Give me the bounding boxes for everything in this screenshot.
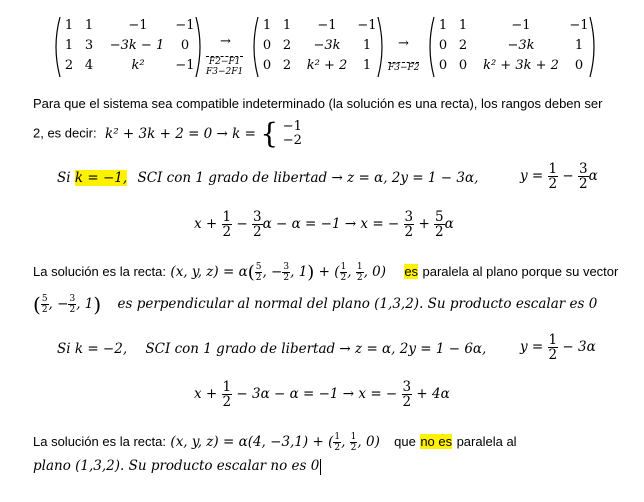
- matrix-cell: k² + 3k + 2: [483, 58, 559, 73]
- matrix-cell: 2: [64, 58, 74, 73]
- matrix-cell: 1: [64, 18, 74, 33]
- matrix-cell: 1: [362, 38, 372, 53]
- text-cursor: [320, 459, 321, 475]
- highlight: es: [404, 264, 419, 279]
- matrix-cell: −1: [357, 18, 377, 33]
- text: 2, es decir:: [33, 125, 97, 141]
- matrix-cell: 0: [574, 58, 584, 73]
- matrix-cell: 2: [458, 38, 468, 53]
- matrix-cell: 0: [262, 38, 272, 53]
- case-b-line: Si k = −2, SCI con 1 grado de libertad → z = α, 2y = 1 − 6α,: [57, 341, 487, 357]
- matrix-cell: 4: [84, 58, 94, 73]
- matrix-cell: 2: [282, 38, 292, 53]
- matrix-cell: 2: [282, 58, 292, 73]
- case-a-x: x + $\frac{1}{2}$ − $\frac{3}{2}$ α − α = −1 → x = − $\frac{3}{2}$ + $\frac{5}{2}$ α: [194, 209, 454, 240]
- matrix-cell: −1: [128, 18, 148, 33]
- matrix-cell: 0: [262, 58, 272, 73]
- matrix-1: [52, 16, 202, 78]
- matrix-cell: 1: [458, 18, 468, 33]
- matrix-cell: 0: [438, 38, 448, 53]
- left-paren: [250, 16, 260, 78]
- left-paren: [52, 16, 62, 78]
- matrix-cell: 0: [458, 58, 468, 73]
- matrix-cell: −1: [511, 18, 531, 33]
- matrix-cell: 1: [64, 38, 74, 53]
- solution-b-line1: La solución es la recta: (x, y, z) = α(4, −3,1) + ( $\frac{1}{2}$ , $\frac{1}{2}$ , 0) que no es paralela al: [33, 432, 517, 453]
- param-eq: (x, y, z) = α(4, −3,1) + ( $\frac{1}{2}$ , $\frac{1}{2}$ , 0): [170, 432, 380, 453]
- matrix-cell: −1: [175, 18, 195, 33]
- matrix-cell: 0: [438, 58, 448, 73]
- matrix-cell: 3: [84, 38, 94, 53]
- matrix-cell: 1: [84, 18, 94, 33]
- right-paren: [376, 16, 386, 78]
- solution-b-line2: plano (1,3,2). Su producto escalar no es 0: [33, 458, 320, 474]
- row-op-arrow: →: [398, 36, 409, 51]
- matrix-cell: −3k − 1: [109, 38, 165, 53]
- right-paren: [588, 16, 598, 78]
- row-op-label: F3−F2: [388, 63, 420, 73]
- row-op-label: F2−F1 F3−2F1: [206, 57, 244, 77]
- case-a-line: Si k = −1, SCI con 1 grado de libertad → z = α, 2y = 1 − 3α,: [57, 170, 479, 186]
- matrix-cell: 0: [180, 38, 190, 53]
- brace: {: [260, 117, 279, 150]
- param-eq: (x, y, z) = α( $\frac{5}{2}$ , − $\frac{3}{2}$ , 1) + ( $\frac{1}{2}$ , $\frac{1}{2}$ , 0): [170, 262, 391, 283]
- matrix-cell: −1: [569, 18, 589, 33]
- solution-a-line1: La solución es la recta: (x, y, z) = α( $\frac{5}{2}$ , − $\frac{3}{2}$ , 1) + ( $\frac{1}{2}$ , $\frac{1}{2}$ , 0) es paralela al plano porque su vector: [33, 262, 619, 283]
- matrix-cell: −3k: [507, 38, 535, 53]
- paragraph-condition-line2: [33, 117, 302, 150]
- left-paren: [426, 16, 436, 78]
- right-paren: [194, 16, 204, 78]
- case-a-y: y = $\frac{1}{2}$ − $\frac{3}{2}$ α: [520, 161, 598, 192]
- matrix-cell: 1: [362, 58, 372, 73]
- matrix-cell: −1: [175, 58, 195, 73]
- case-list: −1 −2: [282, 118, 302, 148]
- paragraph-condition: Para que el sistema sea compatible indeterminado (la solución es una recta), los rangos deben ser: [33, 96, 603, 111]
- highlight: no es: [420, 434, 453, 449]
- matrix-3: [426, 16, 598, 78]
- matrix-cell: 1: [262, 18, 272, 33]
- matrix-cell: −1: [317, 18, 337, 33]
- row-op-arrow: →: [220, 34, 231, 49]
- case-b-y: y = $\frac{1}{2}$ − 3α: [520, 332, 596, 363]
- matrix-cell: 1: [574, 38, 584, 53]
- matrix-2: [250, 16, 386, 78]
- matrix-cell: 1: [282, 18, 292, 33]
- equation: k² + 3k + 2 = 0 → k =: [105, 125, 256, 142]
- direction-vector: ( $\frac{5}{2}$ , − $\frac{3}{2}$ , 1): [33, 292, 102, 316]
- matrix-cell: −3k: [313, 38, 341, 53]
- solution-a-line2: ( $\frac{5}{2}$ , − $\frac{3}{2}$ , 1) es perpendicular al normal del plano (1,3,2). Su producto escalar es 0: [33, 292, 598, 316]
- matrix-cell: 1: [438, 18, 448, 33]
- case-b-x: x + $\frac{1}{2}$ − 3α − α = −1 → x = − $\frac{3}{2}$ + 4α: [194, 379, 450, 410]
- matrix-cell: k²: [131, 58, 145, 73]
- highlight: k = −1,: [74, 170, 128, 186]
- matrix-cell: k² + 2: [306, 58, 348, 73]
